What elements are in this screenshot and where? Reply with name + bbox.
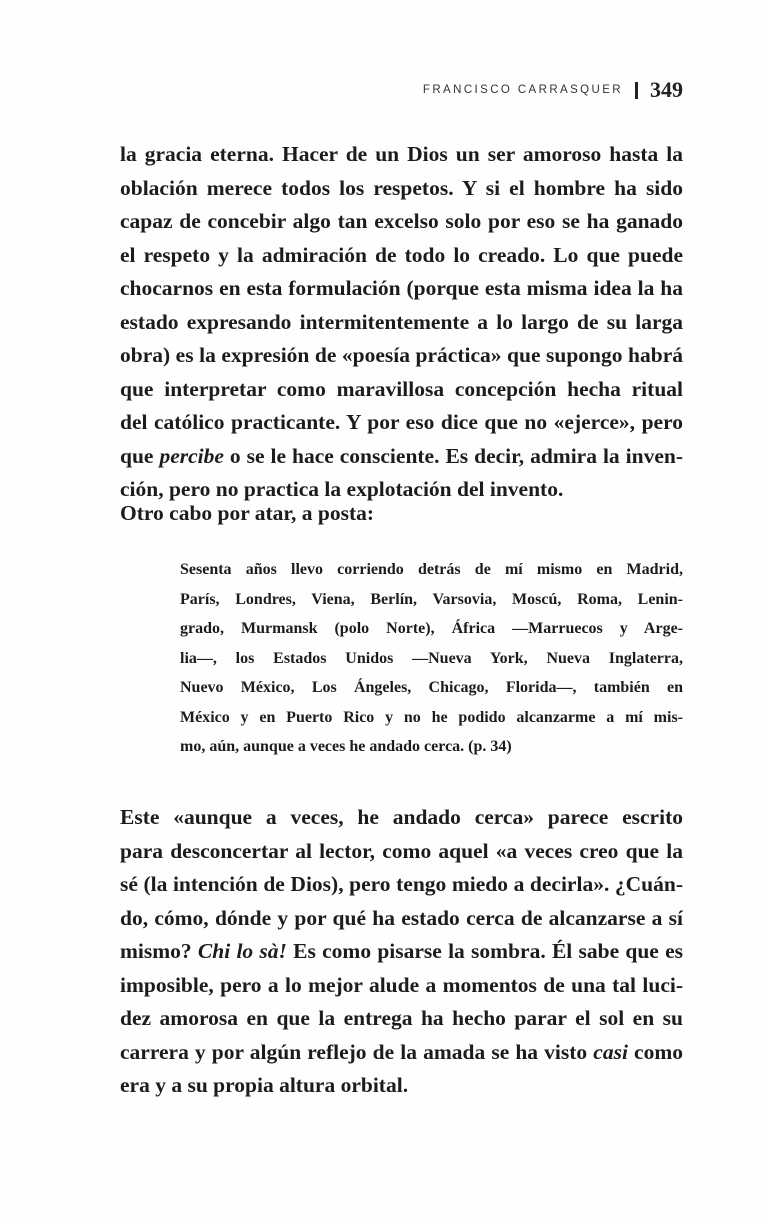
text-line: ción, pero no practica la explotación del invento. xyxy=(120,477,564,501)
text-line: estado expresando intermitentemente a lo largo de su larga xyxy=(120,309,683,334)
text-line: Otro cabo por atar, a posta: xyxy=(120,501,375,525)
running-head xyxy=(423,72,683,108)
quote-line: Nuevo México, Los Ángeles, Chicago, Florida—, también en xyxy=(180,679,683,696)
text-line: era y a su propia altura orbital. xyxy=(120,1073,409,1097)
text-line xyxy=(120,440,683,474)
text-line xyxy=(120,935,683,969)
italic-term: Chi lo sà! xyxy=(197,939,287,963)
text-line: oblación merece todos los respetos. Y si el hombre ha sido xyxy=(120,175,683,200)
text-line: para desconcertar al lector, como aquel «a veces creo que la xyxy=(120,838,683,863)
text-segment: como xyxy=(627,1039,684,1064)
block-quote xyxy=(180,555,683,762)
text-segment: carrera y por algún reflejo de la amada se ha visto xyxy=(120,1039,594,1064)
quote-line: lia—, los Estados Unidos —Nueva York, Nueva Inglaterra, xyxy=(180,649,683,667)
text-line: del católico practicante. Y por eso dice que no «ejerce», pero xyxy=(120,410,683,434)
text-line: la gracia eterna. Hacer de un Dios un ser amoroso hasta la xyxy=(120,142,683,166)
running-head-author: FRANCISCO CARRASQUER xyxy=(422,84,623,96)
text-segment: que xyxy=(120,443,160,468)
text-line: el respeto y la admiración de todo lo creado. Lo que puede xyxy=(120,242,683,267)
text-segment: Es como pisarse la sombra. Él sabe que es xyxy=(286,939,683,963)
text-line: capaz de concebir algo tan excelso solo por eso se ha ganado xyxy=(120,209,683,233)
text-line xyxy=(120,1036,683,1070)
running-head-divider xyxy=(635,82,638,99)
page-number: 349 xyxy=(650,77,683,102)
text-segment: o se le hace consciente. Es decir, admira la inven- xyxy=(223,443,683,468)
quote-line: París, Londres, Viena, Berlín, Varsovia, Moscú, Roma, Lenin- xyxy=(180,590,683,608)
italic-term: casi xyxy=(593,1039,628,1064)
text-line: sé (la intención de Dios), pero tengo miedo a decirla». ¿Cuán- xyxy=(120,872,683,896)
quote-line: México y en Puerto Rico y no he podido alcanzarme a mí mis- xyxy=(180,708,683,726)
paragraph-1 xyxy=(120,138,683,507)
quote-line: grado, Murmansk (polo Norte), África —Marruecos y Arge- xyxy=(180,620,683,637)
quote-line: Sesenta años llevo corriendo detrás de mí mismo en Madrid, xyxy=(180,561,683,578)
text-line: chocarnos en esta formulación (porque esta misma idea la ha xyxy=(120,276,683,300)
text-segment: mismo? xyxy=(120,939,198,963)
text-line: obra) es la expresión de «poesía práctica» que supongo habrá xyxy=(120,343,683,367)
quote-line: mo, aún, aunque a veces he andado cerca. (p. 34) xyxy=(180,738,512,755)
text-line: Este «aunque a veces, he andado cerca» parece escrito xyxy=(120,805,683,829)
paragraph-2 xyxy=(120,497,683,531)
text-line: do, cómo, dónde y por qué ha estado cerca de alcanzarse a sí xyxy=(120,905,683,930)
text-line: dez amorosa en que la entrega ha hecho parar el sol en su xyxy=(120,1006,683,1030)
italic-term: percibe xyxy=(159,443,224,468)
paragraph-3 xyxy=(120,801,683,1103)
text-line: imposible, pero a lo mejor alude a momentos de una tal luci- xyxy=(120,972,683,997)
text-line: que interpretar como maravillosa concepción hecha ritual xyxy=(120,376,683,401)
